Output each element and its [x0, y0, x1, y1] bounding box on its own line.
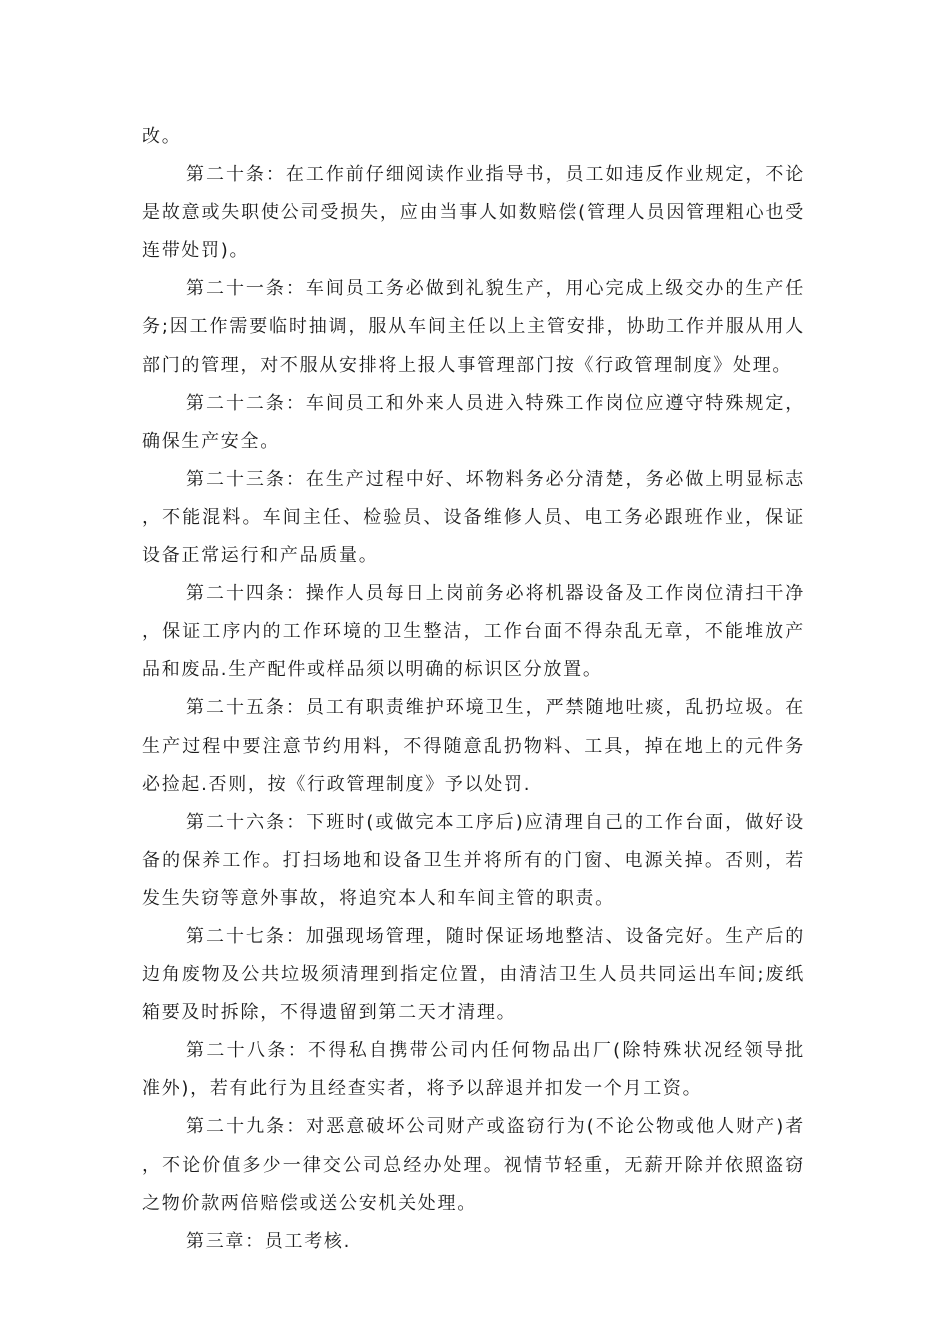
paragraph-article-28: 第二十八条：不得私自携带公司内任何物品出厂(除特殊状况经领导批准外)，若有此行为且经查实者，将予以辞退并扣发一个月工资。	[142, 1040, 805, 1100]
paragraph-article-24: 第二十四条：操作人员每日上岗前务必将机器设备及工作岗位清扫干净，保证工序内的工作环境的卫生整洁，工作台面不得杂乱无章，不能堆放产品和废品.生产配件或样品须以明确的标识区分放置。	[142, 583, 805, 681]
paragraph-article-20: 第二十条：在工作前仔细阅读作业指导书，员工如违反作业规定，不论是故意或失职使公司受损失，应由当事人如数赔偿(管理人员因管理粗心也受连带处罚)。	[142, 164, 805, 262]
paragraph-article-27: 第二十七条：加强现场管理，随时保证场地整洁、设备完好。生产后的边角废物及公共垃圾须清理到指定位置，由清洁卫生人员共同运出车间;废纸箱要及时拆除，不得遗留到第二天才清理。	[142, 925, 805, 1024]
paragraph-article-22: 第二十二条：车间员工和外来人员进入特殊工作岗位应遵守特殊规定，确保生产安全。	[142, 392, 805, 452]
document-body	[142, 118, 805, 1261]
paragraph-continuation: 改。	[142, 126, 182, 147]
paragraph-article-26: 第二十六条：下班时(或做完本工序后)应清理自己的工作台面，做好设备的保养工作。打扫场地和设备卫生并将所有的门窗、电源关掉。否则，若发生失窃等意外事故，将追究本人和车间主管的职责。	[142, 811, 805, 909]
chapter-heading: 第三章：员工考核.	[186, 1230, 352, 1252]
paragraph-article-23: 第二十三条：在生产过程中好、坏物料务必分清楚，务必做上明显标志，不能混料。车间主任、检验员、设备维修人员、电工务必跟班作业，保证设备正常运行和产品质量。	[142, 468, 805, 567]
paragraph-article-21: 第二十一条：车间员工务必做到礼貌生产，用心完成上级交办的生产任务;因工作需要临时抽调，服从车间主任以上主管安排，协助工作并服从用人部门的管理，对不服从安排将上报人事管理部门按《行政管理制度》处理。	[142, 278, 805, 376]
paragraph-article-25: 第二十五条：员工有职责维护环境卫生，严禁随地吐痰，乱扔垃圾。在生产过程中要注意节约用料，不得随意乱扔物料、工具，掉在地上的元件务必捡起.否则，按《行政管理制度》予以处罚.	[142, 697, 805, 795]
paragraph-article-29: 第二十九条：对恶意破坏公司财产或盗窃行为(不论公物或他人财产)者，不论价值多少一律交公司总经办处理。视情节轻重，无薪开除并依照盗窃之物价款两倍赔偿或送公安机关处理。	[142, 1116, 805, 1214]
